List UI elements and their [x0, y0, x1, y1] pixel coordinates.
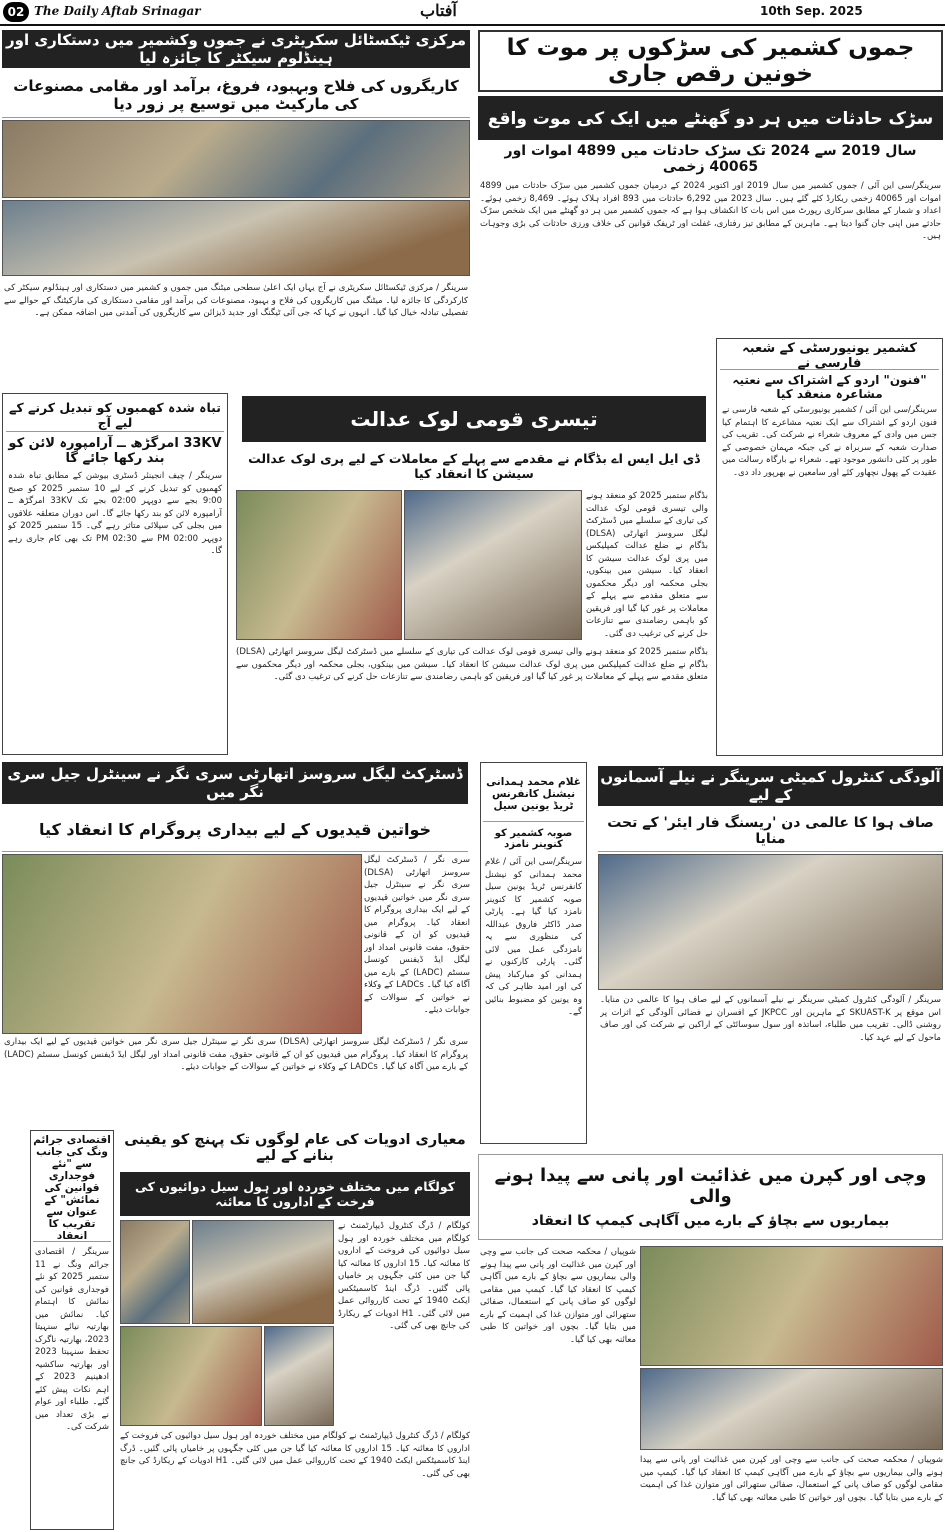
- nc-subheadline: صوبہ کشمیر کو کنوینر نامزد: [494, 828, 573, 850]
- road-accident-bar: سڑک حادثات میں ہر دو گھنٹے میں ایک کی موت واقع: [478, 96, 943, 140]
- drug-photo-3: [120, 1326, 262, 1426]
- drug-photo-1: [120, 1220, 190, 1324]
- dlsa-jail-headline: ڈسٹرکٹ لیگل سروسز اتھارٹی سری نگر نے سینٹرل جیل سری نگر میں: [2, 762, 468, 804]
- dlsa-jail-photo: [2, 854, 362, 1034]
- university-subheadline: "فنون" اردو کے اشتراک سے نعتیہ مشاعرہ منعقد کیا: [732, 373, 927, 401]
- health-camp-photo-2: [640, 1368, 943, 1450]
- drug-body: کولگام / ڈرگ کنٹرول ڈیپارٹمنٹ نے کولگام میں مختلف خوردہ اور ہول سیل دوائیوں کی فروخت کے اداروں کا معائنہ کیا۔ 15 اداروں کا معائنہ کیا گیا جن میں کئی جگہوں پر خامیاں پائی گئیں۔ ڈرگ اینڈ کاسمیٹکس ایکٹ 1940 کے تحت کارروائی عمل میں لائی گئی۔ H1 ادویات کے ریکارڈ کی جانچ بھی کی گئی۔: [120, 1431, 470, 1479]
- drug-photo-2: [192, 1220, 334, 1324]
- pollution-body: سرینگر / آلودگی کنٹرول کمیٹی سرینگر نے نیلے آسمانوں کے لیے صاف ہوا کا عالمی دن منایا۔ اس موقع پر SKUAST-K کے ماہرین اور JKPCC کے افسران نے فضائی آلودگی کے اثرات پر روشنی ڈالی۔ تقریب میں طلباء، اساتذہ اور سول سوسائٹی کے اراکین نے شرکت کی اور صاف ماحول کے لیے عہد کیا۔: [600, 995, 941, 1043]
- lok-adalat-subheadline: ڈی ایل ایس اے بڈگام نے مقدمے سے پہلے کے معاملات کے لیے پری لوک عدالت سیشن کا انعقاد کیا: [248, 451, 700, 481]
- textile-meeting-photo-2: [2, 200, 470, 276]
- paper-name: The Daily Aftab Srinagar: [34, 4, 201, 18]
- textile-meeting-photo-1: [2, 120, 470, 198]
- health-camp-body: شوپیاں / محکمہ صحت کی جانب سے وچی اور کپرن میں غذائیت اور پانی سے پیدا ہونے والی بیماریوں سے بچاؤ کے بارے میں آگاہی کیمپ کا انعقاد کیا گیا۔ کیمپ میں مقامی لوگوں کو صاف پانی کے استعمال، صفائی ستھرائی اور متوازن غذا کی اہمیت کے بارے میں بتایا گیا۔ بچوں اور خواتین کا طبی معائنہ بھی کیا گیا۔: [480, 1247, 636, 1345]
- eow-headline: اقتصادی جرائم ونگ کی جانب سے "نئے فوجداری قوانین کی نمائش" کے عنوان سے تقریب کا انعقاد: [33, 1133, 111, 1242]
- health-camp-subheadline: بیماریوں سے بچاؤ کے بارے میں آگاہی کیمپ کا انعقاد: [531, 1213, 890, 1229]
- nc-headline: غلام محمد ہمدانی نیشنل کانفرنس ٹریڈ یونین سیل: [483, 766, 584, 822]
- health-camp-header: [478, 1154, 943, 1240]
- road-accident-subheadline: سال 2019 سے 2024 تک سڑک حادثات میں 4899 اموات اور 40065 زخمی: [504, 143, 917, 175]
- health-camp-photo-1: [640, 1246, 943, 1366]
- drug-photo-4: [264, 1326, 334, 1426]
- eow-body: سرینگر / اقتصادی جرائم ونگ نے 11 ستمبر 2025 کو نئے فوجداری قوانین کی نمائش کا اہتمام کیا۔ نمائش میں بھارتیہ نیائے سنہیتا 2023، بھارتیہ ناگرک تحفظ سنہیتا 2023 اور بھارتیہ ساکشیہ ادھینیم 2023 کے اہم نکات پیش کئے گئے۔ طلباء اور عوام نے بڑی تعداد میں شرکت کی۔: [35, 1247, 109, 1432]
- health-camp-headline: وچی اور کپرن میں غذائیت اور پانی سے پیدا ہونے والی: [494, 1165, 927, 1207]
- power-shutdown-subheadline: 33KV امرگڑھ ــ آرامپورہ لائن کو بند رکھا جائے گا: [8, 436, 222, 466]
- masthead: [0, 0, 945, 26]
- textile-headline: مرکزی ٹیکسٹائل سکریٹری نے جموں وکشمیر میں دستکاری اور ہینڈلوم سیکٹر کا جائزہ لیا: [2, 30, 470, 68]
- pollution-headline: آلودگی کنٹرول کمیٹی سرینگر نے نیلے آسمانوں کے لیے: [598, 766, 943, 806]
- lok-adalat-photo-1: [236, 490, 402, 640]
- drug-headline: معیاری ادویات کی عام لوگوں تک پہنچ کو یقینی بنانے کے لیے: [124, 1132, 466, 1164]
- dlsa-jail-body: سری نگر / ڈسٹرکٹ لیگل سروسز اتھارٹی (DLSA) سری نگر نے سینٹرل جیل سری نگر میں خواتین قیدیوں کے لیے ایک بیداری پروگرام کا انعقاد کیا۔ پروگرام میں قیدیوں کو ان کے قانونی حقوق، مفت قانونی امداد اور لیگل ایڈ ڈیفنس کونسل سسٹم (LADC) کے بارے میں آگاہ کیا گیا۔ LADCs کے وکلاء نے خواتین کے سوالات کے جوابات دیئے۔: [4, 1037, 468, 1072]
- road-accident-body: سرینگر/سی این آئی / جموں کشمیر میں سال 2019 اور اکتوبر 2024 کے درمیان جموں کشمیر میں سڑک حادثات میں 4899 اموات اور 40065 زخمی ریکارڈ کئے گئے ہیں۔ سال 2023 میں 6,292 حادثات میں 893 افراد ہلاک ہوئے۔ 8,469 زخمی ہوئے۔ اعداد و شمار کے مطابق سرکاری رپورٹ میں اس بات کا انکشاف ہوا ہے کہ جموں کشمیر میں ہر دو گھنٹے میں ایک شخص سڑک حادثے میں اپنی جان گنوا دیتا ہے۔ ماہرین کے مطابق تیز رفتاری، غفلت اور ٹریفک قوانین کی خلاف ورزی حادثات کی بڑی وجوہات ہیں۔: [480, 181, 941, 241]
- drug-body-side: کولگام / ڈرگ کنٹرول ڈیپارٹمنٹ نے کولگام میں مختلف خوردہ اور ہول سیل دوائیوں کی فروخت کے اداروں کا معائنہ کیا۔ 15 اداروں کا معائنہ کیا گیا جن میں کئی جگہوں پر خامیاں پائی گئیں۔ ڈرگ اینڈ کاسمیٹکس ایکٹ 1940 کے تحت کارروائی عمل میں لائی گئی۔ H1 ادویات کے ریکارڈ کی جانچ بھی کی گئی۔: [338, 1221, 470, 1331]
- dlsa-jail-body-side: سری نگر / ڈسٹرکٹ لیگل سروسز اتھارٹی (DLSA) سری نگر نے سینٹرل جیل سری نگر میں خواتین قیدیوں کے لیے ایک بیداری پروگرام کا انعقاد کیا۔ پروگرام میں قیدیوں کو ان کے قانونی حقوق، مفت قانونی امداد اور لیگل ایڈ ڈیفنس کونسل سسٹم (LADC) کے بارے میں آگاہ کیا گیا۔ LADCs کے وکلاء نے خواتین کے سوالات کے جوابات دیئے۔: [364, 855, 470, 1015]
- newspaper-logo: آفتاب: [420, 1, 457, 20]
- university-body: سرینگر/سی این آئی / کشمیر یونیورسٹی کے شعبہ فارسی نے فنون اردو کے اشتراک سے ایک نعتیہ مشاعرے کا اہتمام کیا جس میں وادی کے معروف شعراء نے شرکت کی۔ تقریب کی صدارت شعبہ کے سربراہ نے کی جبکہ مہمان خصوصی کے طور پر کئی دانشور موجود تھے۔ شعراء نے بارگاہ رسالت میں عقیدت کے پھول نچھاور کئے اور سامعین نے بھرپور داد دی۔: [722, 405, 937, 478]
- pollution-subheadline: صاف ہوا کا عالمی دن 'ریسنگ فار ایئر' کے تحت منایا: [598, 810, 943, 852]
- dlsa-jail-subheadline: خواتین قیدیوں کے لیے بیداری پروگرام کا انعقاد کیا: [2, 808, 468, 852]
- lok-adalat-headline: تیسری قومی لوک عدالت: [242, 396, 706, 442]
- drug-subheadline: کولگام میں مختلف خوردہ اور ہول سیل دوائیوں کی فرخت کے اداروں کا معائنہ: [120, 1172, 470, 1216]
- university-headline: کشمیر یونیورسٹی کے شعبہ فارسی نے: [720, 342, 939, 370]
- lok-adalat-photo-2: [404, 490, 582, 640]
- power-shutdown-body: سرینگر / چیف انجینئر ڈسٹری بیوشن کے مطابق تباہ شدہ کھمبوں کو تبدیل کرنے کے لیے 10 ستمبر 2025 کو صبح 9:00 بجے سے دوپہر 02:00 بجے تک 33KV امرگڑھ ــ آرامپورہ لائن کو بند رکھا جائے گا۔ اس دوران متعلقہ علاقوں میں بجلی کی سپلائی متاثر رہے گی۔ 15 ستمبر 2025 کو دوپہر 02:00 PM سے 02:30 PM تک بھی کام جاری رہے گا۔: [8, 471, 222, 556]
- lok-adalat-body-side: بڈگام ستمبر 2025 کو منعقد ہونے والی تیسری قومی لوک عدالت کی تیاری کے سلسلے میں ڈسٹرکٹ لیگل سروسز اتھارٹی (DLSA) بڈگام نے ضلع عدالت کمپلیکس میں پری لوک عدالت سیشن کا انعقاد کیا۔ سیشن میں بینکوں، بجلی محکمہ اور دیگر محکموں سے متعلق مقدمے سے پہلے کے معاملات پر غور کیا گیا اور فریقین کو باہمی رضامندی سے تنازعات حل کرنے کی ترغیب دی گئی۔: [586, 491, 708, 639]
- health-camp-body-2: شوپیاں / محکمہ صحت کی جانب سے وچی اور کپرن میں غذائیت اور پانی سے پیدا ہونے والی بیماریوں سے بچاؤ کے بارے میں آگاہی کیمپ کا انعقاد کیا گیا۔ کیمپ میں مقامی لوگوں کو صاف پانی کے استعمال، صفائی ستھرائی اور متوازن غذا کی اہمیت کے بارے میں بتایا گیا۔ بچوں اور خواتین کا طبی معائنہ بھی کیا گیا۔: [640, 1455, 943, 1503]
- power-shutdown-headline: تباہ شدہ کھمبوں کو تبدیل کرنے کے لیے آج: [6, 398, 224, 432]
- nc-body: سرینگر/سی این آئی / غلام محمد ہمدانی کو نیشنل کانفرنس ٹریڈ یونین سیل صوبہ کشمیر کا کنوینر نامزد کیا گیا ہے۔ پارٹی صدر ڈاکٹر فاروق عبداللہ کی منظوری سے یہ نامزدگی عمل میں لائی گئی۔ پارٹی کارکنوں نے ہمدانی کو مبارکباد پیش کی اور امید ظاہر کی کہ وہ یونین کو مضبوط بنائیں گے۔: [485, 857, 582, 1017]
- textile-subheadline: کاریگروں کی فلاح وبہبود، فروغ، برآمد اور مقامی مصنوعات کی مارکیٹ میں توسیع پر زور دیا: [2, 72, 470, 118]
- issue-date: 10th Sep. 2025: [760, 4, 863, 18]
- road-accident-headline: جموں کشمیر کی سڑکوں پر موت کا خونین رقص جاری: [478, 30, 943, 92]
- textile-body: سرینگر / مرکزی ٹیکسٹائل سکریٹری نے آج یہاں ایک اعلیٰ سطحی میٹنگ میں جموں و کشمیر میں دستکاری اور ہینڈلوم سیکٹر کی کارکردگی کا جائزہ لیا۔ میٹنگ میں کاریگروں کی فلاح و بہبود، مصنوعات کی برآمد اور مقامی دستکاری کی مارکیٹنگ کے حوالے سے تفصیلی تبادلہ خیال کیا گیا۔ انہوں نے کہا کہ جی آئی ٹیگنگ اور جدید ڈیزائن سے کاریگروں کی آمدنی میں اضافہ ممکن ہے۔: [4, 283, 468, 318]
- pollution-meeting-photo: [598, 854, 943, 990]
- page-number: 02: [3, 2, 29, 22]
- lok-adalat-body: بڈگام ستمبر 2025 کو منعقد ہونے والی تیسری قومی لوک عدالت کی تیاری کے سلسلے میں ڈسٹرکٹ لیگل سروسز اتھارٹی (DLSA) بڈگام نے ضلع عدالت کمپلیکس میں پری لوک عدالت سیشن کا انعقاد کیا۔ سیشن میں بینکوں، بجلی محکمہ اور دیگر محکموں سے متعلق مقدمے سے پہلے کے معاملات پر غور کیا گیا اور فریقین کو باہمی رضامندی سے تنازعات حل کرنے کی ترغیب دی گئی۔: [236, 647, 708, 682]
